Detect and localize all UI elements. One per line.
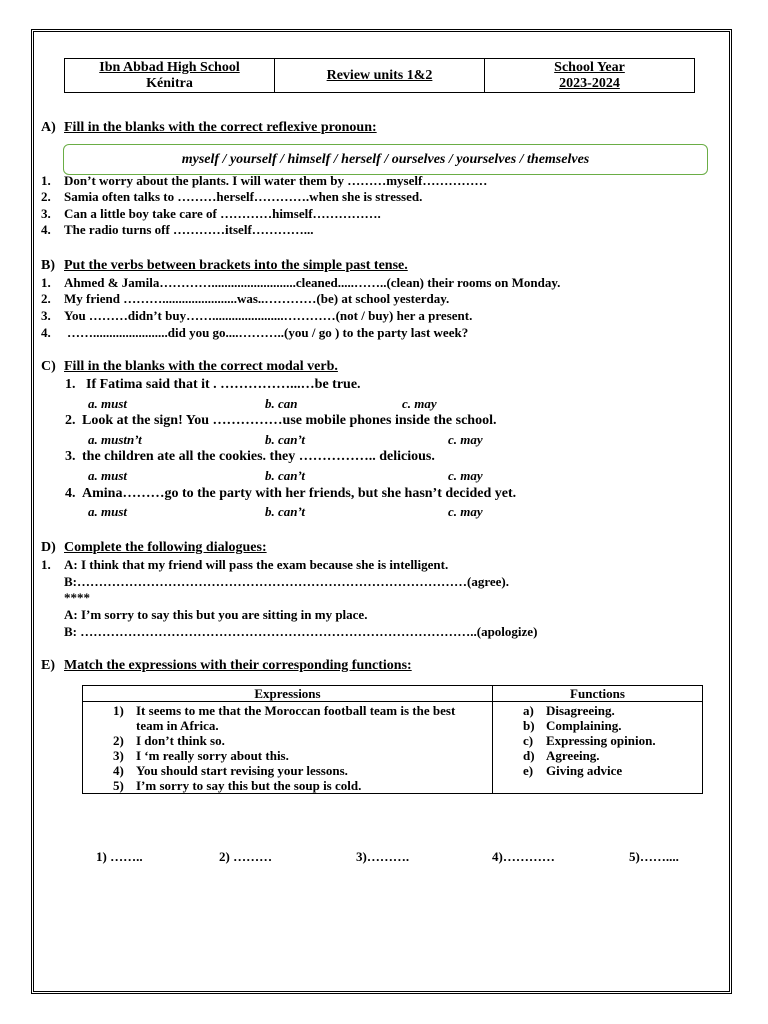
expression-4-num: 4) — [113, 763, 124, 778]
a-item-3-num: 3. — [41, 206, 51, 221]
review-title: Review units 1&2 — [326, 67, 433, 83]
header-table — [64, 58, 695, 93]
function-c-num: c) — [523, 733, 534, 748]
matching-table — [82, 685, 703, 794]
section-d-title: Complete the following dialogues: — [64, 540, 267, 555]
c-q2-num: 2. — [65, 413, 76, 428]
c-q4-option-b: b. can’t — [265, 504, 305, 519]
function-a-text: Disagreeing. — [546, 703, 615, 718]
word-bank: myself / yourself / himself / herself / ourselves / yourselves / themselves — [181, 151, 590, 167]
c-q2-option-c: c. may — [448, 432, 483, 447]
function-b-num: b) — [523, 718, 535, 733]
answer-1: 1) …….. — [96, 849, 143, 864]
function-b-text: Complaining. — [546, 718, 622, 733]
a-item-4-num: 4. — [41, 222, 51, 237]
expression-2-text: I don’t think so. — [136, 733, 225, 748]
c-q4-num: 4. — [65, 486, 76, 501]
functions-column — [493, 686, 702, 793]
c-q1-text: If Fatima said that it . ……………...…be true. — [86, 377, 361, 392]
b-item-3-text: You ………didn’t buy……......................…………(not / buy) her a present. — [64, 308, 473, 323]
function-d-num: d) — [523, 748, 535, 763]
answer-4: 4)………… — [492, 849, 555, 864]
b-item-2-text: My friend ……….......................was..…………(be) at school yesterday. — [64, 291, 450, 306]
c-q1-option-c: c. may — [402, 396, 437, 411]
a-item-3-text: Can a little boy take care of …………himself……………. — [64, 206, 381, 221]
section-a-letter: A) — [41, 120, 56, 135]
a-item-4-text: The radio turns off …………itself…………... — [64, 222, 314, 237]
c-q2-option-b: b. can’t — [265, 432, 305, 447]
c-q4-text: Amina………go to the party with her friends, but she hasn’t decided yet. — [82, 486, 517, 501]
school-name: Ibn Abbad High School — [99, 59, 240, 75]
function-a-num: a) — [523, 703, 534, 718]
d-line-2: B:………………………………………………………………………………(agree). — [64, 574, 509, 589]
function-d-text: Agreeing. — [546, 748, 600, 763]
c-q1-num: 1. — [65, 377, 76, 392]
section-c-letter: C) — [41, 359, 56, 374]
expressions-header: Expressions — [83, 686, 492, 702]
c-q3-text: the children ate all the cookies. they …………….. delicious. — [82, 449, 435, 464]
answer-2: 2) ……… — [219, 849, 273, 864]
section-b-title: Put the verbs between brackets into the simple past tense. — [64, 258, 408, 273]
expression-3-text: I ‘m really sorry about this. — [136, 748, 289, 763]
c-q3-option-c: c. may — [448, 468, 483, 483]
c-q2-text: Look at the sign! You ……………use mobile phones inside the school. — [82, 413, 497, 428]
expression-2-num: 2) — [113, 733, 124, 748]
section-b-letter: B) — [41, 258, 55, 273]
c-q3-num: 3. — [65, 449, 76, 464]
expression-4-text: You should start revising your lessons. — [136, 763, 348, 778]
a-item-2-num: 2. — [41, 189, 51, 204]
section-a-title: Fill in the blanks with the correct reflexive pronoun: — [64, 120, 377, 135]
header-year-cell — [485, 59, 694, 92]
expressions-column — [83, 686, 493, 793]
function-e-text: Giving advice — [546, 763, 623, 778]
year-value: 2023-2024 — [559, 75, 620, 91]
c-q1-option-b: b. can — [265, 396, 298, 411]
year-label: School Year — [554, 59, 625, 75]
d-item-num: 1. — [41, 557, 51, 572]
header-school-cell — [65, 59, 275, 92]
b-item-3-num: 3. — [41, 308, 51, 323]
function-e-num: e) — [523, 763, 534, 778]
function-c-text: Expressing opinion. — [546, 733, 656, 748]
word-bank-box — [63, 144, 708, 175]
section-e-title: Match the expressions with their corresponding functions: — [64, 658, 412, 673]
expression-5-text: I’m sorry to say this but the soup is cold. — [136, 778, 362, 793]
c-q4-option-a: a. must — [88, 504, 128, 519]
c-q3-option-a: a. must — [88, 468, 128, 483]
d-separator: **** — [64, 590, 90, 605]
school-city: Kénitra — [146, 75, 193, 91]
a-item-1-num: 1. — [41, 173, 51, 188]
answer-5: 5)…….... — [629, 849, 679, 864]
c-q1-option-a: a. must — [88, 396, 128, 411]
b-item-1-num: 1. — [41, 275, 51, 290]
c-q3-option-b: b. can’t — [265, 468, 305, 483]
a-item-1-text: Don’t worry about the plants. I will water them by ………myself…………… — [64, 173, 488, 188]
d-line-1: A: I think that my friend will pass the exam because she is intelligent. — [64, 557, 449, 572]
c-q2-option-a: a. mustn’t — [88, 432, 142, 447]
functions-header: Functions — [493, 686, 702, 702]
expression-1-text-cont: team in Africa. — [136, 718, 219, 733]
answer-3: 3)………. — [356, 849, 410, 864]
b-item-4-num: 4. — [41, 325, 51, 340]
section-d-letter: D) — [41, 540, 56, 555]
d-line-4: B: ………………………………………………………………………………..(apologize) — [64, 624, 538, 639]
expression-3-num: 3) — [113, 748, 124, 763]
section-e-letter: E) — [41, 658, 55, 673]
expression-1-text: It seems to me that the Moroccan football team is the best — [136, 703, 456, 718]
d-line-3: A: I’m sorry to say this but you are sitting in my place. — [64, 607, 368, 622]
expression-5-num: 5) — [113, 778, 124, 793]
expression-1-num: 1) — [113, 703, 124, 718]
b-item-1-text: Ahmed & Jamila…………..........................cleaned.....……..(clean) their rooms on Monday. — [64, 275, 561, 290]
b-item-4-text: …….......................did you go....………..(you / go ) to the party last week? — [67, 325, 469, 340]
section-c-title: Fill in the blanks with the correct modal verb. — [64, 359, 338, 374]
header-review-cell — [275, 59, 485, 92]
a-item-2-text: Samia often talks to ………herself………….when she is stressed. — [64, 189, 423, 204]
b-item-2-num: 2. — [41, 291, 51, 306]
c-q4-option-c: c. may — [448, 504, 483, 519]
